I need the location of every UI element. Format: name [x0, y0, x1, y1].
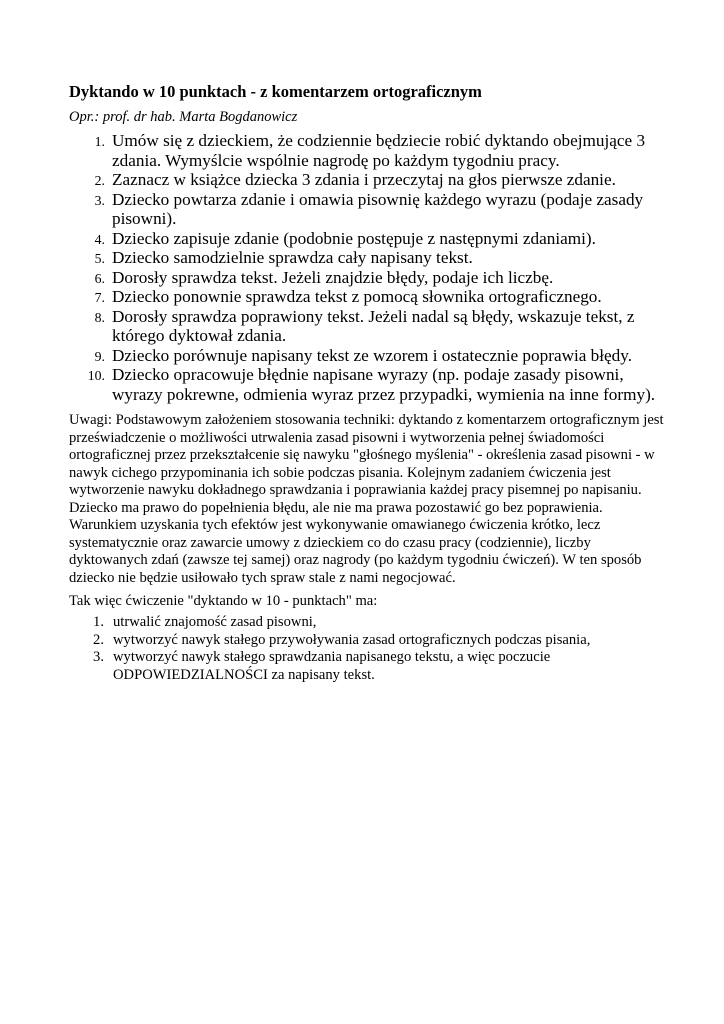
- step-item: [69, 190, 669, 229]
- outcome-item: [69, 614, 669, 632]
- document-title: Dyktando w 10 punktach - z komentarzem ortograficznym: [69, 82, 482, 101]
- outcomes-list: [69, 614, 669, 684]
- step-number: 3.: [94, 192, 105, 208]
- step-text: Dorosły sprawdza tekst. Jeżeli znajdzie błędy, podaje ich liczbę.: [112, 267, 554, 287]
- step-item: [69, 170, 669, 190]
- outcome-item: [69, 649, 669, 684]
- step-number: 4.: [94, 231, 105, 247]
- step-number: 9.: [94, 348, 105, 364]
- step-number: 10.: [87, 368, 105, 383]
- step-number: 5.: [94, 251, 105, 266]
- step-item: [69, 365, 669, 404]
- step-text: Dziecko ponownie sprawdza tekst z pomocą słownika ortograficznego.: [112, 287, 602, 306]
- outcome-number: 3.: [93, 649, 104, 665]
- outcome-number: 2.: [93, 631, 104, 648]
- author-line: Opr.: prof. dr hab. Marta Bogdanowicz: [69, 109, 298, 125]
- step-item: [69, 268, 669, 288]
- step-item: [69, 248, 669, 268]
- step-text: Dziecko opracowuje błędnie napisane wyrazy (np. podaje zasady pisowni, wyrazy pokrewne, odmienia wyraz przez przypadki, wymienia na inne formy).: [112, 365, 656, 404]
- outcome-number: 1.: [93, 614, 104, 630]
- outcome-text: wytworzyć nawyk stałego przywoływania zasad ortograficznych podczas pisania,: [113, 631, 591, 648]
- step-text: Umów się z dzieckiem, że codziennie będziecie robić dyktando obejmujące 3 zdania. Wymyślcie wspólnie nagrodę po każdym tygodniu pracy.: [112, 131, 646, 170]
- step-item: [69, 287, 669, 307]
- step-number: 1.: [94, 134, 105, 149]
- outcome-item: [69, 632, 669, 650]
- step-text: Dziecko zapisuje zdanie (podobnie postępuje z następnymi zdaniami).: [112, 228, 596, 248]
- step-item: [69, 346, 669, 366]
- step-number: 7.: [94, 290, 105, 305]
- step-text: Dziecko samodzielnie sprawdza cały napisany tekst.: [112, 248, 473, 267]
- step-number: 6.: [94, 270, 105, 286]
- step-item: [69, 307, 669, 346]
- step-number: 2.: [94, 173, 105, 188]
- step-text: Dziecko powtarza zdanie i omawia pisownię każdego wyrazu (podaje zasady pisowni).: [112, 189, 644, 228]
- step-item: [69, 229, 669, 249]
- step-text: Zaznacz w książce dziecka 3 zdania i przeczytaj na głos pierwsze zdanie.: [112, 170, 616, 189]
- step-number: 8.: [94, 309, 105, 325]
- notes-paragraph: Uwagi: Podstawowym założeniem stosowania techniki: dyktando z komentarzem ortograficznym jest przeświadczenie o możliwości utrwalenia zasad pisowni i wytworzenia pełnej świadomości ortograficznej przez przekształcenie się nawyku "głośnego myślenia" - określenia zasad pisowni - w nawyk cichego przypominania ich sobie podczas pisania. Kolejnym zadaniem ćwiczenia jest wytworzenie nawyku dokładnego sprawdzania i poprawiania każdej pracy pisemnej po napisaniu. Dziecko ma prawo do popełnienia błędu, ale nie ma prawa pozostawić go bez poprawienia. Warunkiem uzyskania tych efektów jest wykonywanie omawianego ćwiczenia krótko, lecz systematycznie oraz zawarcie umowy z dzieckiem co do czasu pracy (codziennie), liczby dyktowanych zdań (zawsze tej samej) oraz nagrody (po każdym tygodniu ćwiczeń). W ten sposób dziecko nie będzie usiłowało tych spraw stale z nami negocjować.: [69, 412, 664, 586]
- summary-intro: Tak więc ćwiczenie "dyktando w 10 - punktach" ma:: [69, 593, 378, 609]
- outcome-text: wytworzyć nawyk stałego sprawdzania napisanego tekstu, a więc poczucie ODPOWIEDZIALNOŚCI za napisany tekst.: [113, 649, 551, 683]
- step-item: [69, 131, 669, 170]
- step-text: Dziecko porównuje napisany tekst ze wzorem i ostatecznie poprawia błędy.: [112, 345, 633, 365]
- steps-list: [69, 131, 669, 404]
- step-text: Dorosły sprawdza poprawiony tekst. Jeżeli nadal są błędy, wskazuje tekst, z którego dyktował zdania.: [112, 306, 635, 345]
- outcome-text: utrwalić znajomość zasad pisowni,: [113, 614, 317, 630]
